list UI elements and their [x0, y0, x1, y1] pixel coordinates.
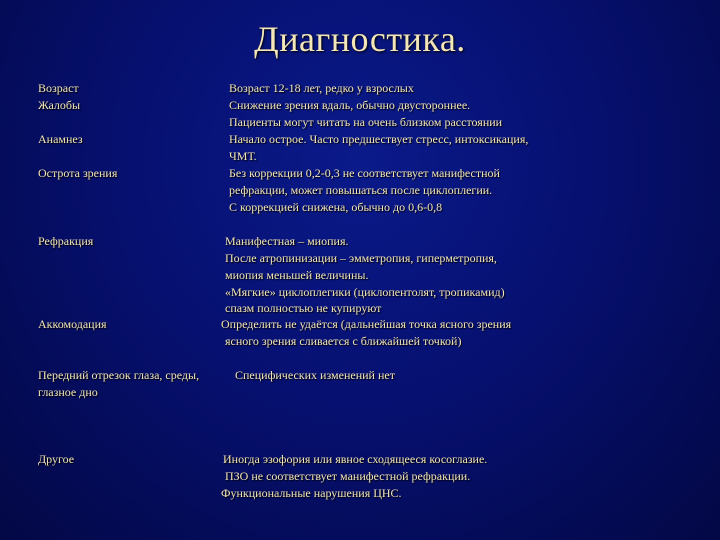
value-age: Возраст 12-18 лет, редко у взрослых — [229, 81, 414, 95]
value-other-line-1: Иногда эзофория или явное сходящееся косоглазие. — [223, 452, 488, 466]
value-anamnesis-line-2: ЧМТ. — [229, 149, 257, 163]
value-acuity-line-1: Без коррекции 0,2-0,3 не соответствует манифестной — [229, 166, 500, 180]
value-refraction-line-2: После атропинизации – эмметропия, гиперметропия, — [225, 251, 497, 265]
value-other-line-2: ПЗО не соответствует манифестной рефракции. — [225, 469, 471, 483]
value-accommodation-line-2: ясного зрения сливается с ближайшей точкой) — [225, 334, 462, 348]
value-other-line-3: Функциональные нарушения ЦНС. — [221, 486, 402, 500]
label-anamnesis: Анамнез — [38, 132, 83, 146]
label-anterior-segment-line-1: Передний отрезок глаза, среды, — [38, 368, 200, 382]
label-accommodation: Аккомодация — [38, 317, 107, 331]
label-anterior-segment-line-2: глазное дно — [38, 385, 98, 399]
label-visual-acuity: Острота зрения — [38, 166, 118, 180]
value-refraction-line-1: Манифестная – миопия. — [225, 234, 349, 248]
value-anamnesis-line-1: Начало острое. Часто предшествует стресс, интоксикация, — [229, 132, 529, 146]
label-other: Другое — [38, 452, 75, 466]
slide-title: Диагностика. — [254, 19, 466, 59]
value-acuity-line-2: рефракции, может повышаться после циклоплегии. — [229, 183, 493, 197]
value-anterior-segment: Специфических изменений нет — [235, 368, 395, 382]
value-refraction-line-3: миопия меньшей величины. — [225, 268, 369, 282]
value-accommodation-line-1: Определить не удаётся (дальнейшая точка ясного зрения — [221, 317, 512, 331]
value-refraction-line-4: «Мягкие» циклоплегики (циклопентолят, тропикамид) — [225, 285, 505, 299]
value-complaints-line-2: Пациенты могут читать на очень близком расстоянии — [229, 115, 503, 129]
label-refraction: Рефракция — [38, 234, 94, 248]
value-complaints-line-1: Снижение зрения вдаль, обычно двустороннее. — [229, 98, 471, 112]
value-refraction-line-5: спазм полностью не купируют — [225, 301, 382, 315]
label-complaints: Жалобы — [38, 98, 81, 112]
label-age: Возраст — [38, 81, 79, 95]
value-acuity-line-3: С коррекцией снижена, обычно до 0,6-0,8 — [229, 200, 443, 214]
